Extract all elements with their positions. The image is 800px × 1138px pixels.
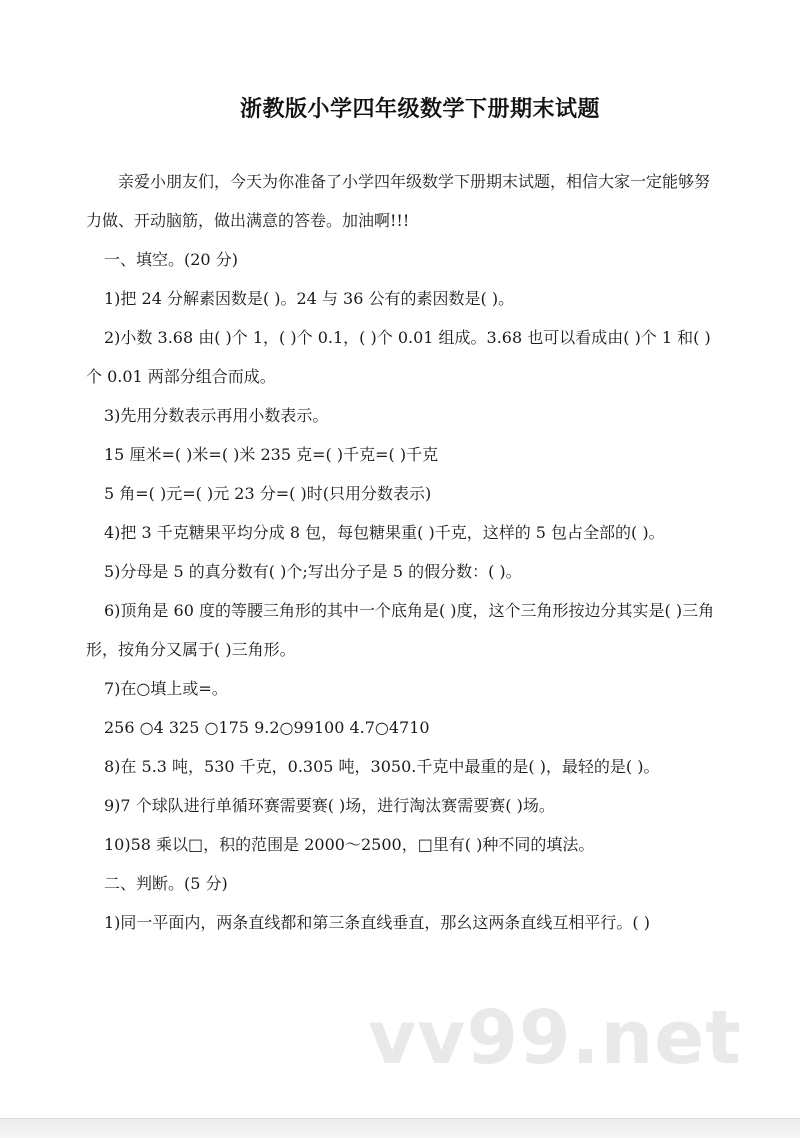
question-7-line: 256 ○4 325 ○175 9.2○99100 4.7○4710 bbox=[104, 718, 430, 737]
question-1: 1)把 24 分解素因数是( )。24 与 36 公有的素因数是( )。 bbox=[104, 289, 515, 308]
section-heading-judge: 二、判断。(5 分) bbox=[104, 874, 228, 893]
question-3: 3)先用分数表示再用小数表示。 bbox=[104, 406, 329, 425]
question-7: 7)在○填上或=。 bbox=[104, 679, 228, 698]
question-6: 6)顶角是 60 度的等腰三角形的其中一个底角是( )度，这个三角形按边分其实是( )三角形，按角分又属于( )三角形。 bbox=[86, 601, 715, 659]
page-bottom-edge bbox=[0, 1118, 800, 1138]
section-heading-fill: 一、填空。(20 分) bbox=[104, 250, 238, 269]
judge-question-1: 1)同一平面内，两条直线都和第三条直线垂直，那幺这两条直线互相平行。( ) bbox=[104, 913, 650, 932]
question-9: 9)7 个球队进行单循环赛需要赛( )场，进行淘汰赛需要赛( )场。 bbox=[104, 796, 555, 815]
document-body bbox=[86, 162, 718, 942]
document-title: 浙教版小学四年级数学下册期末试题 bbox=[239, 97, 600, 122]
question-10: 10)58 乘以□，积的范围是 2000～2500，□里有( )种不同的填法。 bbox=[104, 835, 595, 854]
question-8: 8)在 5.3 吨，530 千克，0.305 吨，3050.千克中最重的是( )，最轻的是( )。 bbox=[104, 757, 660, 776]
question-5: 5)分母是 5 的真分数有( )个;写出分子是 5 的假分数：( )。 bbox=[104, 562, 522, 581]
question-3-line-1: 15 厘米=( )米=( )米 235 克=( )千克=( )千克 bbox=[104, 445, 439, 464]
watermark-text: vv99.net bbox=[368, 995, 742, 1081]
question-4: 4)把 3 千克糖果平均分成 8 包，每包糖果重( )千克，这样的 5 包占全部的( )。 bbox=[104, 523, 665, 542]
question-2: 2)小数 3.68 由( )个 1，( )个 0.1，( )个 0.01 组成。3.68 也可以看成由( )个 1 和( )个 0.01 两部分组合而成。 bbox=[86, 328, 711, 386]
question-3-line-2: 5 角=( )元=( )元 23 分=( )时(只用分数表示) bbox=[104, 484, 432, 503]
intro-paragraph: 亲爱小朋友们，今天为你准备了小学四年级数学下册期末试题，相信大家一定能够努力做、开动脑筋，做出满意的答卷。加油啊!!! bbox=[86, 172, 711, 230]
